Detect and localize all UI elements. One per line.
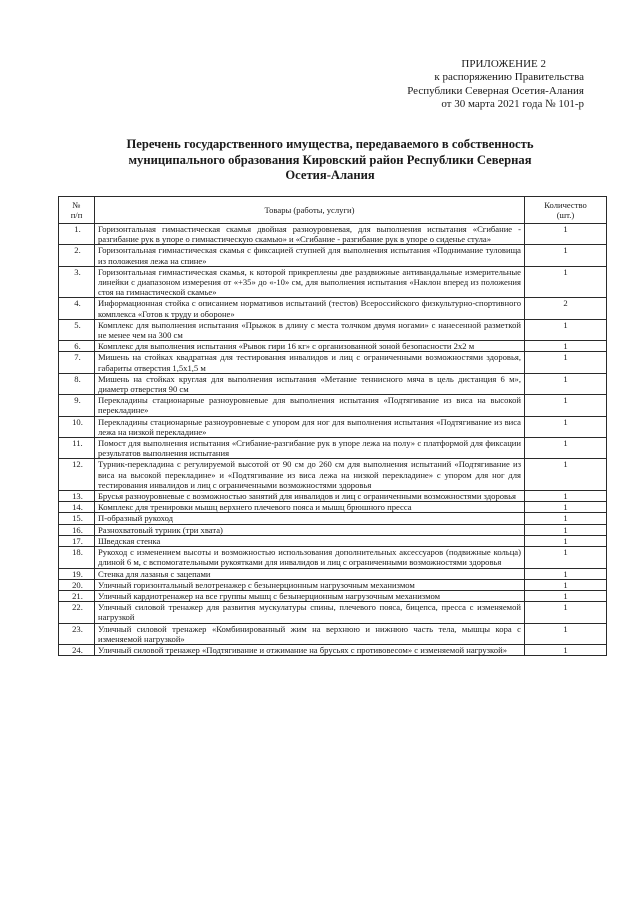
table-row (59, 568, 607, 579)
row-quantity: 1 (525, 590, 607, 601)
row-quantity: 1 (525, 524, 607, 535)
row-quantity: 1 (525, 568, 607, 579)
row-quantity: 1 (525, 266, 607, 298)
row-number: 2. (59, 245, 95, 266)
row-item-name: Рукоход с изменением высоты и возможностью использования дополнительных аксессуаров (подвижные кольца) длиной 6 м, с вспомогательными рукоятками для инвалидов и лиц с ограниченными возможностями здоровья (95, 547, 525, 568)
appendix-line-2: Республики Северная Осетия-Алания (407, 84, 584, 97)
row-item-name: Мишень на стойках квадратная для тестирования инвалидов и лиц с ограниченными возможностями здоровья, габариты отверстия 1,5х1,5 м (95, 352, 525, 373)
row-item-name: Горизонтальная гимнастическая скамья, к которой прикреплены две раздвижные антивандальные измерительные линейки с диапазоном измерения от «+35» до «-10» см, для выполнения испытания «Наклон вперед из положения стоя на гимнастической скамье» (95, 266, 525, 298)
row-number: 18. (59, 547, 95, 568)
appendix-line-1: к распоряжению Правительства (434, 71, 584, 84)
row-item-name: Комплекс для выполнения испытания «Прыжок в длину с места толчком двумя ногами» с нанесенной разметкой не менее чем на 300 см (95, 319, 525, 340)
row-quantity: 1 (525, 438, 607, 459)
row-item-name: Помост для выполнения испытания «Сгибание-разгибание рук в упоре лежа на полу» с платформой для фиксации результатов выполнения испытания (95, 438, 525, 459)
row-item-name: Шведская стенка (95, 535, 525, 546)
row-number: 12. (59, 459, 95, 491)
row-number: 5. (59, 319, 95, 340)
row-item-name: Уличный кардиотренажер на все группы мышц с безынерционным нагрузочным механизмом (95, 590, 525, 601)
row-quantity: 1 (525, 373, 607, 394)
table-row (59, 524, 607, 535)
row-item-name: Турник-перекладина с регулируемой высотой от 90 см до 260 см для выполнения испытаний «Подтягивание из виса на высокой перекладине» и «Подтягивание из виса лежа на низкой перекладине» с упором для ног для тестирования инвалидов и лиц с ограниченными возможностями здоровья (95, 459, 525, 491)
table-row (59, 395, 607, 416)
document-title-line-3: Осетия-Алания (285, 168, 375, 182)
table-row (59, 502, 607, 513)
row-number: 19. (59, 568, 95, 579)
row-number: 20. (59, 579, 95, 590)
appendix-line-3: от 30 марта 2021 года № 101-р (441, 98, 584, 111)
row-quantity: 1 (525, 579, 607, 590)
row-quantity: 1 (525, 416, 607, 437)
document-title-line-1: Перечень государственного имущества, передаваемого в собственность (126, 137, 534, 151)
row-item-name: Информационная стойка с описанием нормативов испытаний (тестов) Всероссийского физкультурно-спортивного комплекса «Готов к труду и обороне» (95, 298, 525, 319)
column-header-quantity-line-2: (шт.) (556, 210, 575, 220)
column-header-name: Товары (работы, услуги) (95, 197, 525, 224)
row-number: 6. (59, 341, 95, 352)
document-title (60, 137, 600, 184)
row-number: 14. (59, 502, 95, 513)
row-number: 21. (59, 590, 95, 601)
table-header-row (59, 197, 607, 224)
row-quantity: 1 (525, 395, 607, 416)
row-item-name: Комплекс для тренировки мышц верхнего плечевого пояса и мышц брюшного пресса (95, 502, 525, 513)
document-title-line-2: муниципального образования Кировский район Республики Северная (128, 152, 532, 167)
column-header-quantity (525, 197, 607, 224)
table-row (59, 513, 607, 524)
row-number: 15. (59, 513, 95, 524)
row-number: 23. (59, 623, 95, 644)
column-header-number (59, 197, 95, 224)
row-item-name: Разнохватовый турник (три хвата) (95, 524, 525, 535)
row-number: 1. (59, 224, 95, 245)
appendix-block (344, 58, 584, 112)
table-row (59, 319, 607, 340)
row-number: 16. (59, 524, 95, 535)
table-row (59, 623, 607, 644)
row-item-name: Комплекс для выполнения испытания «Рывок гири 16 кг» с организованной зоной безопасности 2х2 м (95, 341, 525, 352)
table-row (59, 298, 607, 319)
row-quantity: 1 (525, 513, 607, 524)
row-item-name: Уличный горизонтальный велотренажер с безынерционным нагрузочным механизмом (95, 579, 525, 590)
row-item-name: Перекладины стационарные разноуровневые с упором для ног для выполнения испытания «Подтягивание из виса лежа на низкой перекладине» (95, 416, 525, 437)
row-item-name: П-образный рукоход (95, 513, 525, 524)
row-quantity: 1 (525, 491, 607, 502)
table-row (59, 341, 607, 352)
row-quantity: 1 (525, 502, 607, 513)
appendix-title: ПРИЛОЖЕНИЕ 2 (461, 58, 546, 70)
row-number: 17. (59, 535, 95, 546)
row-number: 10. (59, 416, 95, 437)
table-row (59, 547, 607, 568)
row-item-name: Горизонтальная гимнастическая скамья с фиксацией ступней для выполнения испытания «Поднимание туловища из положения лежа на спине» (95, 245, 525, 266)
column-header-number-line-1: № (72, 199, 81, 210)
table-row (59, 535, 607, 546)
row-quantity: 1 (525, 459, 607, 491)
row-number: 22. (59, 602, 95, 623)
table-row (59, 416, 607, 437)
table-row (59, 491, 607, 502)
table-row (59, 266, 607, 298)
row-item-name: Стенка для лазанья с зацепами (95, 568, 525, 579)
table-row (59, 644, 607, 655)
row-quantity: 1 (525, 644, 607, 655)
row-item-name: Уличный силовой тренажер «Комбинированный жим на верхнюю и нижнюю часть тела, мышцы кора с изменяемой нагрузкой» (95, 623, 525, 644)
row-number: 3. (59, 266, 95, 298)
row-number: 13. (59, 491, 95, 502)
row-quantity: 2 (525, 298, 607, 319)
row-quantity: 1 (525, 623, 607, 644)
column-header-quantity-line-1: Количество (544, 199, 587, 210)
table-row (59, 459, 607, 491)
table-row (59, 602, 607, 623)
row-quantity: 1 (525, 602, 607, 623)
row-number: 4. (59, 298, 95, 319)
table-row (59, 579, 607, 590)
row-item-name: Горизонтальная гимнастическая скамья двойная разноуровневая, для выполнения испытания «Сгибание - разгибание рук в упоре о гимнастическую скамью» и «Сгибание - разгибание рук в упоре о сиденье стула» (95, 224, 525, 245)
row-quantity: 1 (525, 319, 607, 340)
row-quantity: 1 (525, 352, 607, 373)
row-item-name: Мишень на стойках круглая для выполнения испытания «Метание теннисного мяча в цель дистанция 6 м», диаметр отверстия 90 см (95, 373, 525, 394)
row-quantity: 1 (525, 245, 607, 266)
table-row (59, 590, 607, 601)
row-number: 11. (59, 438, 95, 459)
table-row (59, 352, 607, 373)
row-number: 24. (59, 644, 95, 655)
items-table (58, 196, 607, 656)
row-item-name: Брусья разноуровневые с возможностью занятий для инвалидов и лиц с ограниченными возможностями здоровья (95, 491, 525, 502)
table-row (59, 373, 607, 394)
table-row (59, 245, 607, 266)
row-number: 9. (59, 395, 95, 416)
row-quantity: 1 (525, 535, 607, 546)
column-header-number-line-2: п/п (70, 210, 83, 220)
table-row (59, 438, 607, 459)
row-quantity: 1 (525, 547, 607, 568)
table-row (59, 224, 607, 245)
row-quantity: 1 (525, 224, 607, 245)
row-number: 7. (59, 352, 95, 373)
row-quantity: 1 (525, 341, 607, 352)
row-item-name: Уличный силовой тренажер для развития мускулатуры спины, плечевого пояса, бицепса, пресса с изменяемой нагрузкой (95, 602, 525, 623)
row-item-name: Перекладины стационарные разноуровневые для выполнения испытания «Подтягивание из виса на высокой перекладине» (95, 395, 525, 416)
row-number: 8. (59, 373, 95, 394)
row-item-name: Уличный силовой тренажер «Подтягивание и отжимание на брусьях с противовесом» с изменяемой нагрузкой» (95, 644, 525, 655)
